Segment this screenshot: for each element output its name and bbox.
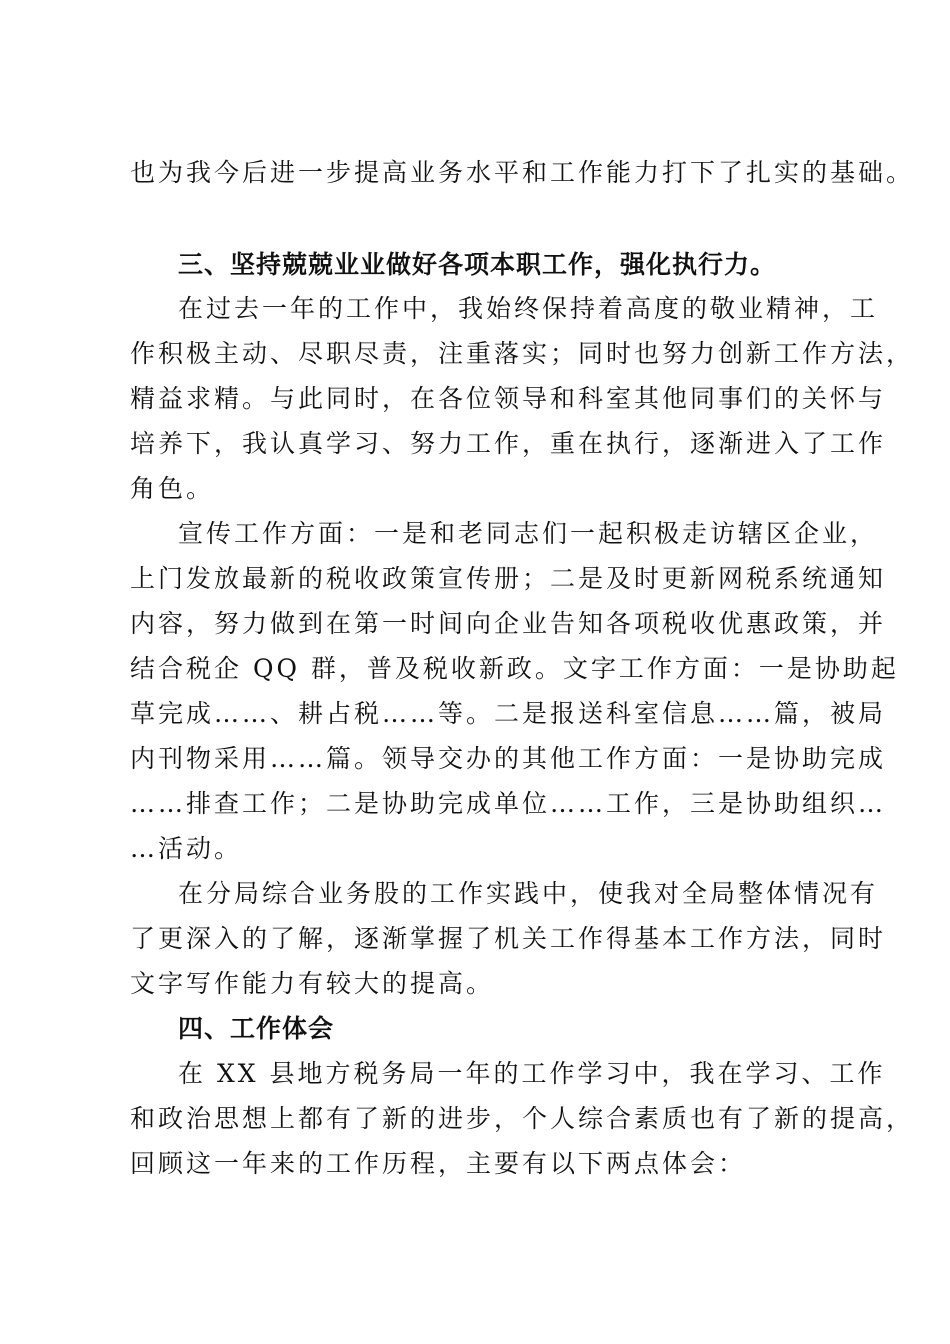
text-line-7: 宣传工作方面：一是和老同志们一起积极走访辖区企业， xyxy=(178,519,879,548)
text-line-17: 文字写作能力有较大的提高。 xyxy=(130,969,495,998)
text-line-11: 草完成……、耕占税……等。二是报送科室信息……篇，被局 xyxy=(130,699,887,728)
text-line-6: 角色。 xyxy=(130,474,215,503)
text-line-2: 在过去一年的工作中，我始终保持着高度的敬业精神，工 xyxy=(178,294,879,323)
text-line-20: 回顾这一年来的工作历程，主要有以下两点体会： xyxy=(130,1149,747,1178)
text-line-12: 内刊物采用……篇。领导交办的其他工作方面：一是协助完成 xyxy=(130,744,887,773)
text-line-8: 上门发放最新的税收政策宣传册；二是及时更新网税系统通知 xyxy=(130,564,887,593)
text-line-16: 了更深入的了解，逐渐掌握了机关工作得基本工作方法，同时 xyxy=(130,924,887,953)
text-line-9: 内容，努力做到在第一时间向企业告知各项税收优惠政策，并 xyxy=(130,609,887,638)
section-heading-4: 四、工作体会 xyxy=(178,1014,335,1043)
text-line-1: 也为我今后进一步提高业务水平和工作能力打下了扎实的基础。 xyxy=(130,158,915,187)
text-line-18: 在 XX 县地方税务局一年的工作学习中，我在学习、工作 xyxy=(178,1059,886,1088)
text-line-15: 在分局综合业务股的工作实践中，使我对全局整体情况有 xyxy=(178,879,879,908)
text-line-5: 培养下，我认真学习、努力工作，重在执行，逐渐进入了工作 xyxy=(130,429,887,458)
text-line-19: 和政治思想上都有了新的进步，个人综合素质也有了新的提高， xyxy=(130,1104,915,1133)
text-line-13: ……排查工作；二是协助完成单位……工作，三是协助组织… xyxy=(130,789,887,818)
text-line-4: 精益求精。与此同时，在各位领导和科室其他同事们的关怀与 xyxy=(130,384,887,413)
text-line-14: …活动。 xyxy=(130,834,243,863)
text-line-10: 结合税企 QQ 群，普及税收新政。文字工作方面：一是协助起 xyxy=(130,654,899,683)
section-heading-3: 三、坚持兢兢业业做好各项本职工作，强化执行力。 xyxy=(178,250,777,279)
text-line-3: 作积极主动、尽职尽责，注重落实；同时也努力创新工作方法， xyxy=(130,339,915,368)
